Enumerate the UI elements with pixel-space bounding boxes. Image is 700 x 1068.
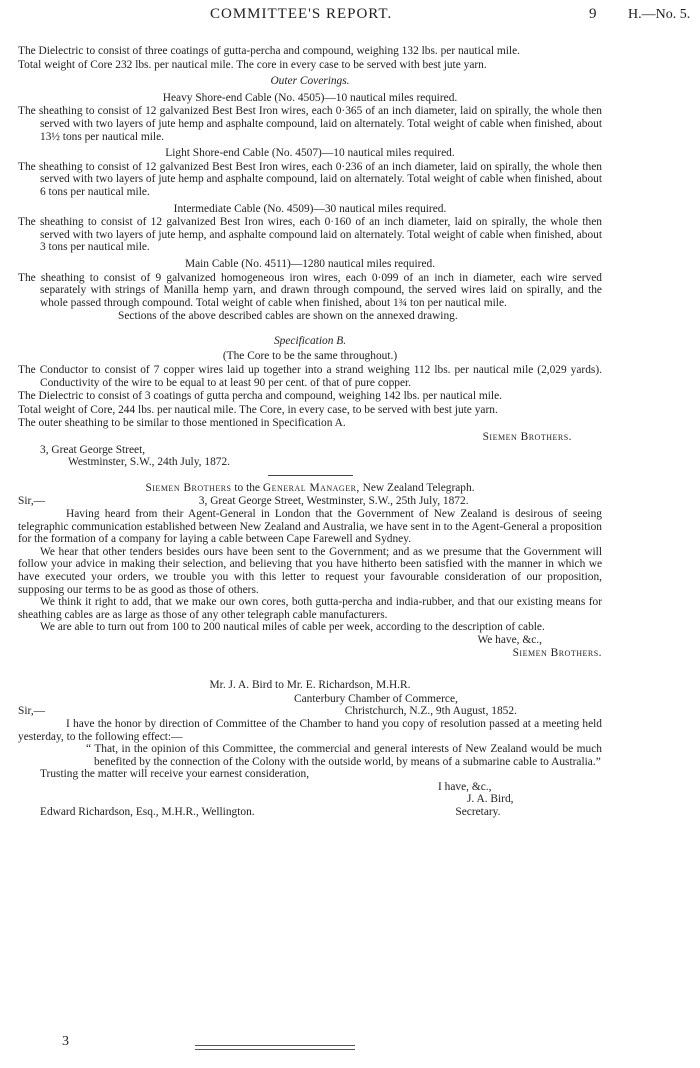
- letter1-to: to the: [234, 481, 260, 494]
- page-number: 9: [589, 6, 597, 22]
- light-cable-body: The sheathing to consist of 12 galvanized Best Best Iron wires, each 0·236 of an inch diameter, laid on spirally, the whole then served with two layers of jute hemp and asphalte compound, laid on alternately. Total weight of cable when finished, about 6 tons per nautical mile.: [18, 160, 602, 198]
- spec-a-core-weight: Total weight of Core 232 lbs. per nautical mile. The core in every case to be served with best jute yarn.: [18, 58, 487, 71]
- spec-b-address-street: 3, Great George Street,: [40, 443, 146, 456]
- outer-coverings-heading: Outer Coverings.: [270, 75, 350, 88]
- letter2-signature: J. A. Bird,: [467, 793, 514, 806]
- letter2-salutation-line: [18, 705, 602, 718]
- letter2-org: Canterbury Chamber of Commerce,: [294, 692, 458, 705]
- letter2-salutation: Sir,—: [18, 705, 46, 718]
- section-divider: [268, 475, 353, 476]
- letter1-para3: We think it right to add, that we make our own cores, both gutta-percha and india-rubber, and that our existing means for sheathing cables are as large as those of any other telegraph cable manufacturers.: [18, 596, 602, 621]
- footer-rule-bottom: [195, 1049, 355, 1050]
- spec-b-subheading: (The Core to be the same throughout.): [222, 350, 398, 363]
- spec-b-dielectric: The Dielectric to consist of 3 coatings of gutta percha and compound, weighing 142 lbs. per nautical mile.: [18, 390, 502, 403]
- light-cable-title: Light Shore-end Cable (No. 4507)—10 nautical miles required.: [165, 147, 455, 160]
- spec-b-heading: Specification B.: [273, 334, 347, 347]
- heavy-cable-title: Heavy Shore-end Cable (No. 4505)—10 nautical miles required.: [162, 91, 458, 104]
- letter2-dateline: Christchurch, N.Z., 9th August, 1852.: [344, 705, 517, 718]
- printer-signature-mark: 3: [62, 1034, 69, 1049]
- letter1-signature: Siemen Brothers.: [512, 646, 602, 659]
- running-header: [0, 8, 700, 28]
- header-title: COMMITTEE'S REPORT.: [210, 6, 393, 22]
- intermediate-cable-title: Intermediate Cable (No. 4509)—30 nautical miles required.: [173, 202, 447, 215]
- spec-a-dielectric: The Dielectric to consist of three coatings of gutta-percha and compound, weighing 132 lbs. per nautical mile.: [18, 45, 520, 57]
- letter2-closing: I have, &c.,: [438, 780, 492, 793]
- sections-note: Sections of the above described cables are shown on the annexed drawing.: [118, 310, 458, 323]
- letter2-heading: Mr. J. A. Bird to Mr. E. Richardson, M.H.R.: [209, 679, 411, 692]
- letter1-closing: We have, &c.,: [477, 633, 542, 646]
- letter2-title: Secretary.: [455, 806, 501, 819]
- letter1-place: New Zealand Telegraph.: [362, 481, 475, 494]
- letter1-para1: Having heard from their Agent-General in London that the Government of New Zealand is desirous of seeing telegraphic communication established between New Zealand and Australia, we have sent in to the Agent-General a proposition for the formation of a company for laying a cable between Cape Farewell and Sydney.: [18, 508, 602, 546]
- footer-rule-top: [195, 1045, 355, 1046]
- letter1-recipient: General Manager,: [262, 481, 360, 494]
- spec-b-conductor: The Conductor to consist of 7 copper wires laid up together into a strand weighing 112 lbs. per nautical mile (2,029 yards). Conductivity of the wire to be equal to at least 90 per cent. of that of pure copper.: [18, 364, 602, 389]
- letter2-para2: Trusting the matter will receive your earnest consideration,: [40, 768, 310, 781]
- letter1-dateline: 3, Great George Street, Westminster, S.W., 25th July, 1872.: [198, 495, 469, 508]
- body-column: [18, 45, 602, 819]
- spec-b-outer-sheathing: The outer sheathing to be similar to those mentioned in Specification A.: [18, 417, 346, 430]
- main-cable-title: Main Cable (No. 4511)—1280 nautical miles required.: [184, 257, 436, 270]
- heavy-cable-body: The sheathing to consist of 12 galvanized Best Best Iron wires, each 0·365 of an inch diameter, laid on spirally, the whole then served with two layers of jute hemp and asphalte compound, laid on alternately. Total weight of cable when finished, about 13½ tons per nautical mile.: [18, 105, 602, 143]
- spec-b-signature: Siemen Brothers.: [482, 431, 572, 444]
- letter1-para4: We are able to turn out from 100 to 200 nautical miles of cable per week, according to the description of cable.: [40, 621, 545, 634]
- letter1-from: Siemen Brothers: [145, 481, 232, 494]
- spec-b-address-date: Westminster, S.W., 24th July, 1872.: [68, 456, 230, 469]
- document-reference: H.—No. 5.: [628, 7, 691, 22]
- main-cable-body: The sheathing to consist of 9 galvanized homogeneous iron wires, each 0·099 of an inch in diameter, each wire served separately with strings of Manilla hemp yarn, and drawn through compound, the served wires laid on spirally, and the whole passed through compound. Total weight of cable when finished, about 1¾ ton per nautical mile.: [18, 271, 602, 309]
- letter1-salutation-line: [18, 495, 602, 508]
- letter1-salutation: Sir,—: [18, 495, 46, 508]
- spec-b-core-weight: Total weight of Core, 244 lbs. per nautical mile. The Core, in every case, to be served with best jute yarn.: [18, 403, 498, 416]
- letter2-resolution-quote: “ That, in the opinion of this Committee, the commercial and general interests of New Zealand would be much benefited by the connection of the Colony with the outside world, by means of a submarine cable to Australia.”: [86, 743, 602, 768]
- letter2-addressee: Edward Richardson, Esq., M.H.R., Wellington.: [40, 806, 255, 819]
- letter1-para2: We hear that other tenders besides ours have been sent to the Government; and as we presume that the Government will follow your advice in making their selection, and believing that you have hitherto been satisfied with the manner in which we have executed your orders, we trouble you with this letter to request your favourable consideration of our proposition, supposing our terms to be as good as those of others.: [18, 545, 602, 596]
- letter2-final-line: [18, 806, 602, 819]
- intermediate-cable-body: The sheathing to consist of 12 galvanized Best Iron wires, each 0·160 of an inch diameter, laid on spirally, the whole then served with two layers of jute hemp, and asphalte compound laid on alternately. Total weight of cable when finished, about 3 tons per nautical mile.: [18, 216, 602, 254]
- letter1-heading: [18, 482, 602, 495]
- letter2-para1: I have the honor by direction of Committee of the Chamber to hand you copy of resolution passed at a meeting held yesterday, to the following effect:—: [18, 717, 602, 743]
